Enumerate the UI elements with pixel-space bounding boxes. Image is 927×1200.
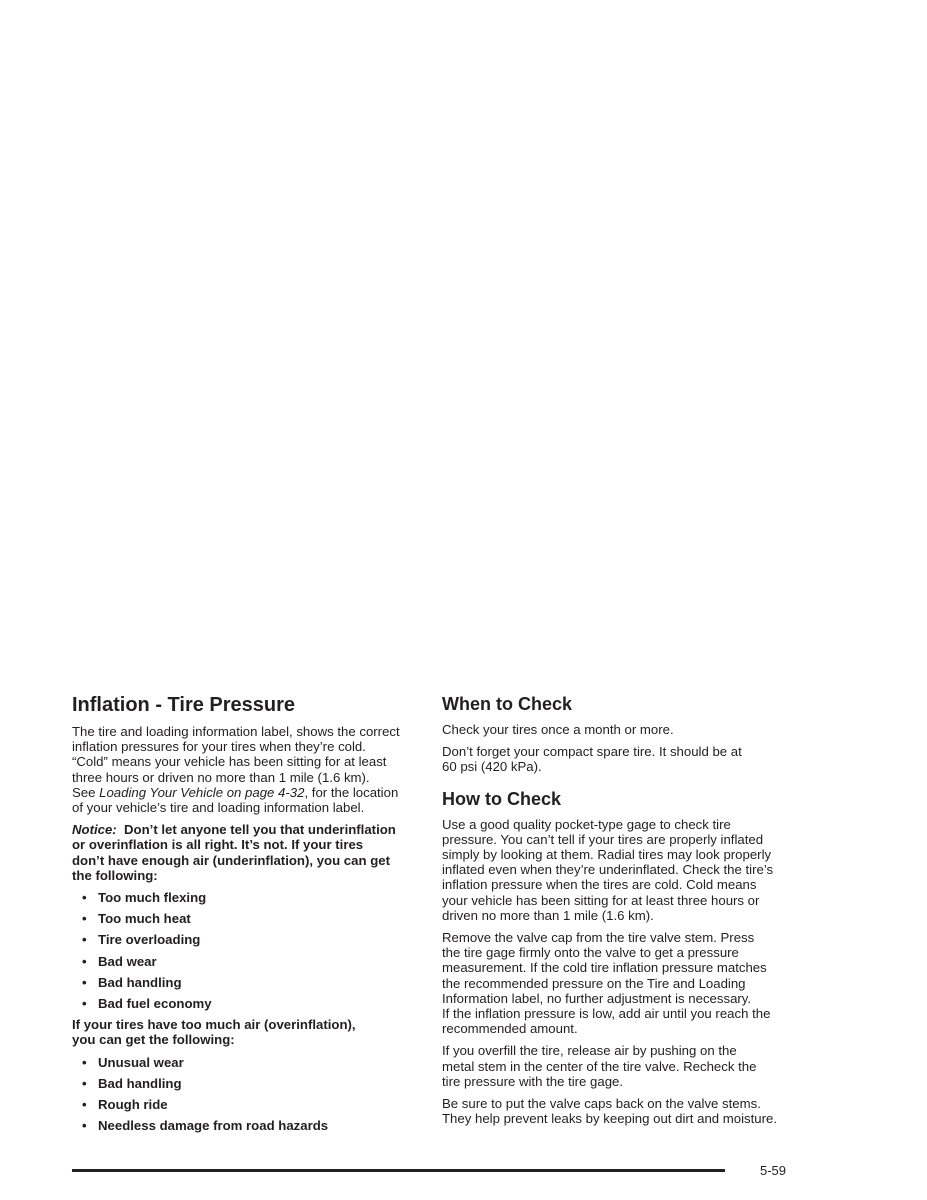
- see-line-2: of your vehicle’s tire and loading information label.: [72, 800, 365, 816]
- text-line: If you overfill the tire, release air by pushing on the: [442, 1043, 737, 1059]
- left-column: [72, 692, 420, 1139]
- list-item: • Too much heat: [72, 911, 420, 926]
- text-line: 60 psi (420 kPa).: [442, 759, 542, 775]
- text-line: measurement. If the cold tire inflation pressure matches: [442, 960, 767, 976]
- how-paragraph-4: [442, 1096, 792, 1126]
- overinflation-paragraph: [72, 1017, 420, 1047]
- footer-rule: [72, 1169, 725, 1172]
- see-prefix: See: [72, 784, 100, 800]
- section-title-how-to-check: How to Check: [442, 788, 562, 809]
- list-item: • Unusual wear: [72, 1055, 420, 1070]
- text-line: inflated even when they’re underinflated. Check the tire’s: [442, 862, 774, 878]
- intro-paragraph: [72, 724, 420, 815]
- list-item: • Too much flexing: [72, 890, 420, 905]
- see-reference-link[interactable]: Loading Your Vehicle on page 4-32: [99, 784, 305, 800]
- section-title-inflation: Inflation - Tire Pressure: [72, 694, 296, 716]
- text-line: simply by looking at them. Radial tires may look properly: [442, 847, 772, 863]
- overinflation-list: [72, 1055, 420, 1134]
- when-paragraph-2: [442, 744, 792, 774]
- notice-line: [72, 822, 420, 837]
- how-paragraph-2: [442, 930, 792, 1036]
- text-line: your vehicle has been sitting for at least three hours or: [442, 892, 760, 908]
- intro-line: “Cold” means your vehicle has been sitting for at least: [72, 754, 387, 770]
- text-line: Remove the valve cap from the tire valve stem. Press: [442, 930, 755, 946]
- notice-paragraph: [72, 822, 420, 883]
- text-line: driven no more than 1 mile (1.6 km).: [442, 907, 654, 923]
- list-item: • Bad fuel economy: [72, 996, 420, 1011]
- underinflation-list: [72, 890, 420, 1011]
- text-line: tire pressure with the tire gage.: [442, 1073, 624, 1089]
- list-item: • Needless damage from road hazards: [72, 1118, 420, 1133]
- page-number: 5-59: [760, 1163, 787, 1178]
- see-suffix: , for the location: [304, 784, 399, 800]
- text-line: They help prevent leaks by keeping out dirt and moisture.: [442, 1111, 778, 1127]
- intro-line: inflation pressures for your tires when they’re cold.: [72, 739, 366, 755]
- text-line: pressure. You can’t tell if your tires are properly inflated: [442, 831, 764, 847]
- over-line: you can get the following:: [72, 1032, 235, 1048]
- text-line: the recommended pressure on the Tire and Loading: [442, 975, 746, 991]
- how-paragraph-1: [442, 817, 792, 923]
- over-line: If your tires have too much air (overinflation),: [72, 1017, 356, 1033]
- text-line: If the inflation pressure is low, add air until you reach the: [442, 1006, 771, 1022]
- how-paragraph-3: [442, 1043, 792, 1089]
- text-line: inflation pressure when the tires are cold. Cold means: [442, 877, 757, 893]
- text-line: metal stem in the center of the tire valve. Recheck the: [442, 1058, 757, 1074]
- list-item: • Tire overloading: [72, 932, 420, 947]
- list-item: • Bad wear: [72, 954, 420, 969]
- text-line: the tire gage firmly onto the valve to get a pressure: [442, 945, 739, 961]
- when-paragraph-1: Check your tires once a month or more.: [442, 722, 674, 737]
- see-line: [72, 785, 420, 800]
- text-line: Use a good quality pocket-type gage to check tire: [442, 816, 731, 832]
- notice-line: don’t have enough air (underinflation), you can get: [72, 852, 390, 868]
- section-title-when-to-check: When to Check: [442, 694, 573, 714]
- text-line: recommended amount.: [442, 1021, 578, 1037]
- intro-line: three hours or driven no more than 1 mile (1.6 km).: [72, 769, 370, 785]
- notice-text: Don’t let anyone tell you that underinflation: [116, 822, 396, 838]
- text-line: Don’t forget your compact spare tire. It should be at: [442, 744, 742, 760]
- notice-line: or overinflation is all right. It’s not. If your tires: [72, 837, 364, 853]
- intro-line: The tire and loading information label, shows the correct: [72, 724, 400, 739]
- right-column: [442, 692, 792, 1133]
- notice-line: the following:: [72, 867, 158, 883]
- list-item: • Bad handling: [72, 975, 420, 990]
- notice-label: Notice:: [72, 822, 117, 838]
- list-item: • Rough ride: [72, 1097, 420, 1112]
- text-line: Information label, no further adjustment is necessary.: [442, 990, 752, 1006]
- list-item: • Bad handling: [72, 1076, 420, 1091]
- text-line: Be sure to put the valve caps back on the valve stems.: [442, 1096, 761, 1112]
